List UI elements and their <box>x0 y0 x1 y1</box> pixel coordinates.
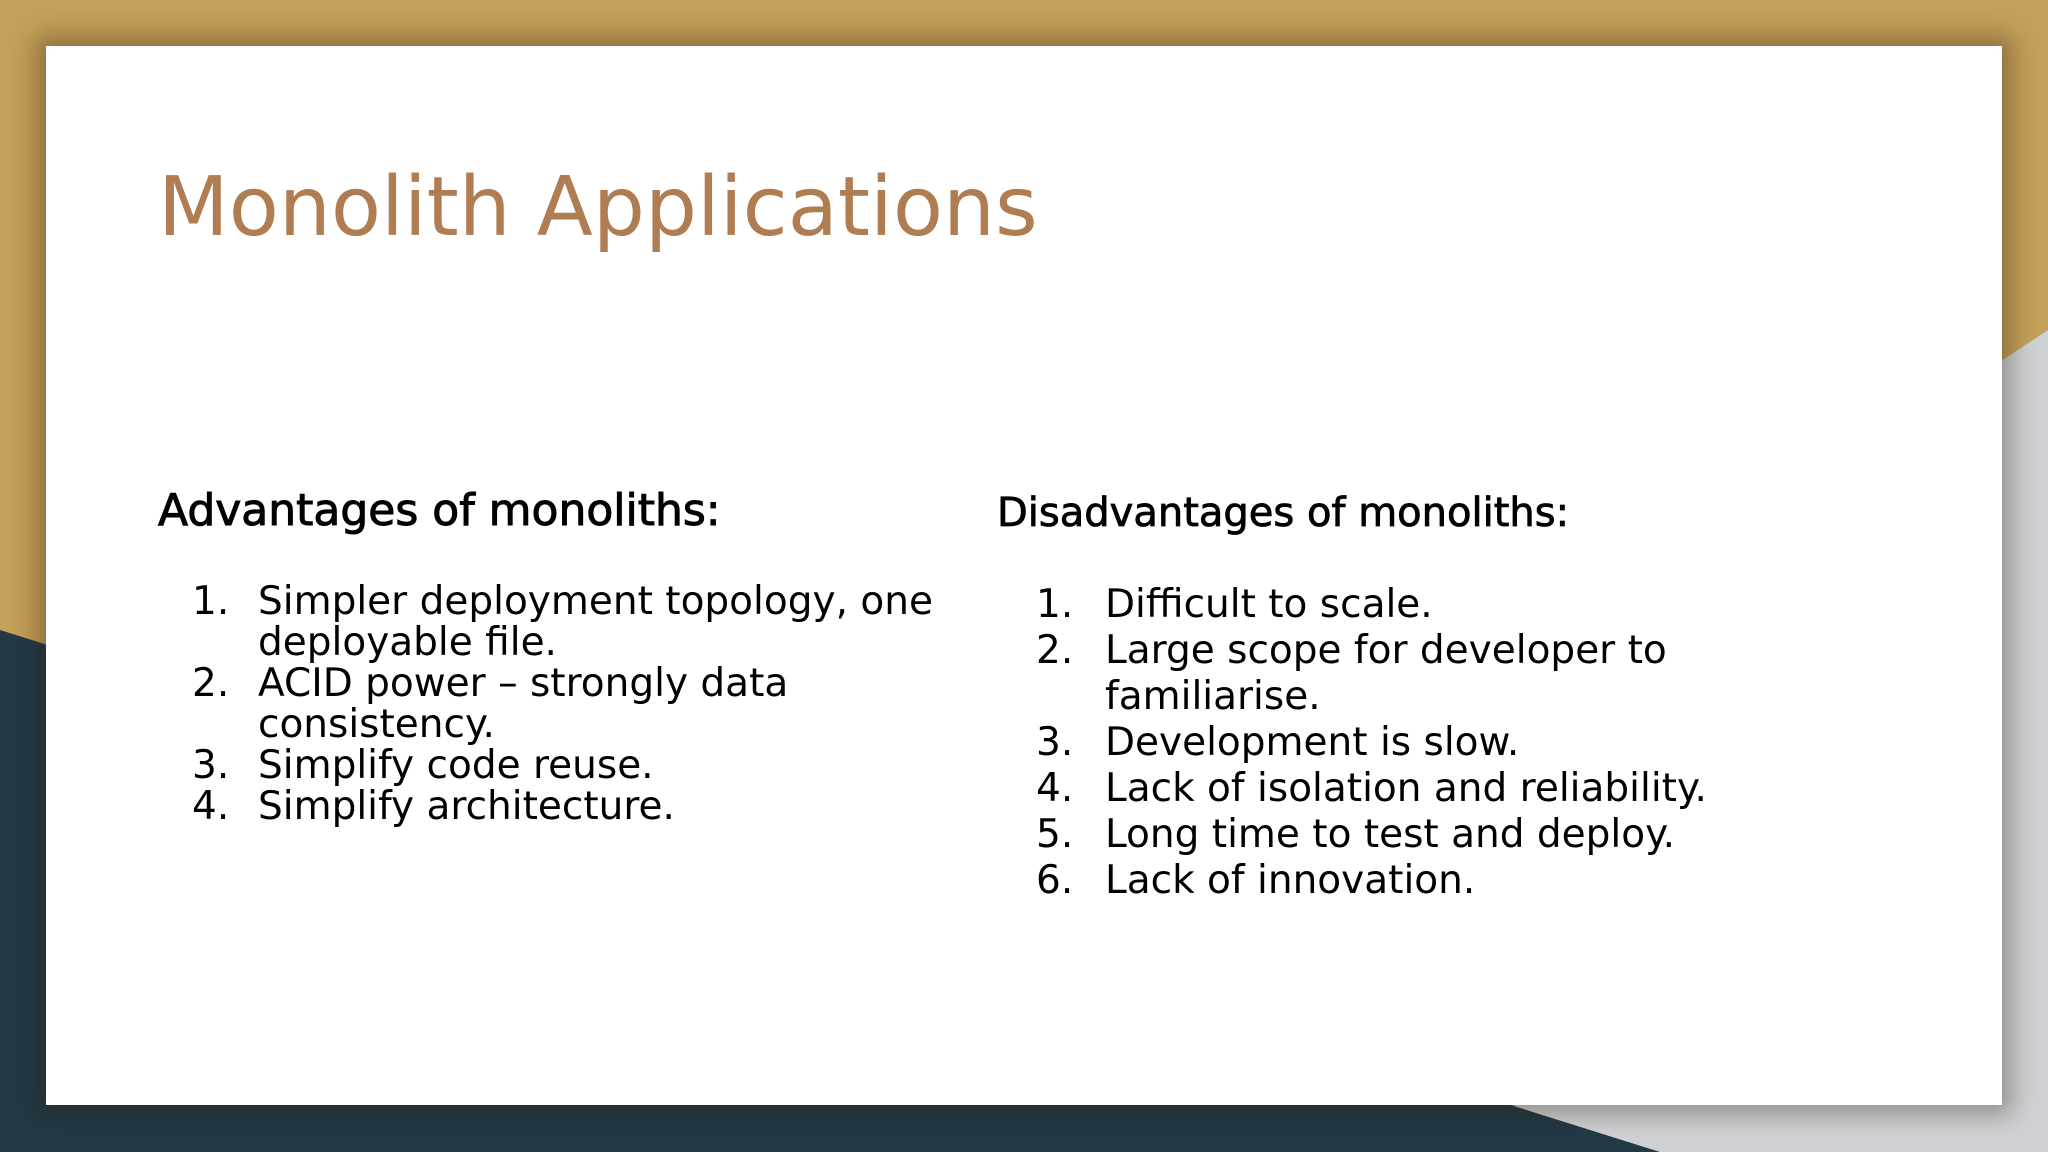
list-number: 2. <box>192 661 230 706</box>
disadvantages-item <box>997 766 1825 812</box>
advantages-section <box>158 485 988 827</box>
advantages-heading: Advantages of monoliths: <box>158 485 721 536</box>
list-number: 1. <box>192 579 230 624</box>
list-item-text: Large scope for developer to familiarise. <box>1105 628 1667 719</box>
disadvantages-section <box>997 490 1857 904</box>
list-number: 3. <box>192 743 230 788</box>
list-number: 4. <box>192 784 230 829</box>
list-item-text: Simplify code reuse. <box>258 743 654 788</box>
list-number: 5. <box>1036 812 1074 857</box>
disadvantages-heading: Disadvantages of monoliths: <box>997 490 1570 536</box>
advantages-item <box>158 663 958 745</box>
list-number: 3. <box>1036 720 1074 765</box>
advantages-item <box>158 581 958 663</box>
slide-title: Monolith Applications <box>158 160 1038 255</box>
list-item-text: Simplify architecture. <box>258 784 675 829</box>
disadvantages-item <box>997 628 1825 720</box>
advantages-item <box>158 745 958 786</box>
list-number: 6. <box>1036 858 1074 903</box>
list-item-text: Development is slow. <box>1105 720 1520 765</box>
list-number: 1. <box>1036 582 1074 627</box>
list-item-text: Lack of innovation. <box>1105 858 1476 903</box>
advantages-list <box>158 581 988 827</box>
disadvantages-item <box>997 858 1825 904</box>
list-number: 2. <box>1036 628 1074 673</box>
disadvantages-list <box>997 582 1857 904</box>
list-item-text: Long time to test and deploy. <box>1105 812 1676 857</box>
disadvantages-item <box>997 582 1825 628</box>
disadvantages-item <box>997 720 1825 766</box>
list-item-text: Difficult to scale. <box>1105 582 1433 627</box>
list-item-text: Simpler deployment topology, one deployable file. <box>258 579 933 665</box>
list-item-text: ACID power – strongly data consistency. <box>258 661 789 747</box>
list-number: 4. <box>1036 766 1074 811</box>
list-item-text: Lack of isolation and reliability. <box>1105 766 1707 811</box>
advantages-item <box>158 786 958 827</box>
disadvantages-item <box>997 812 1825 858</box>
